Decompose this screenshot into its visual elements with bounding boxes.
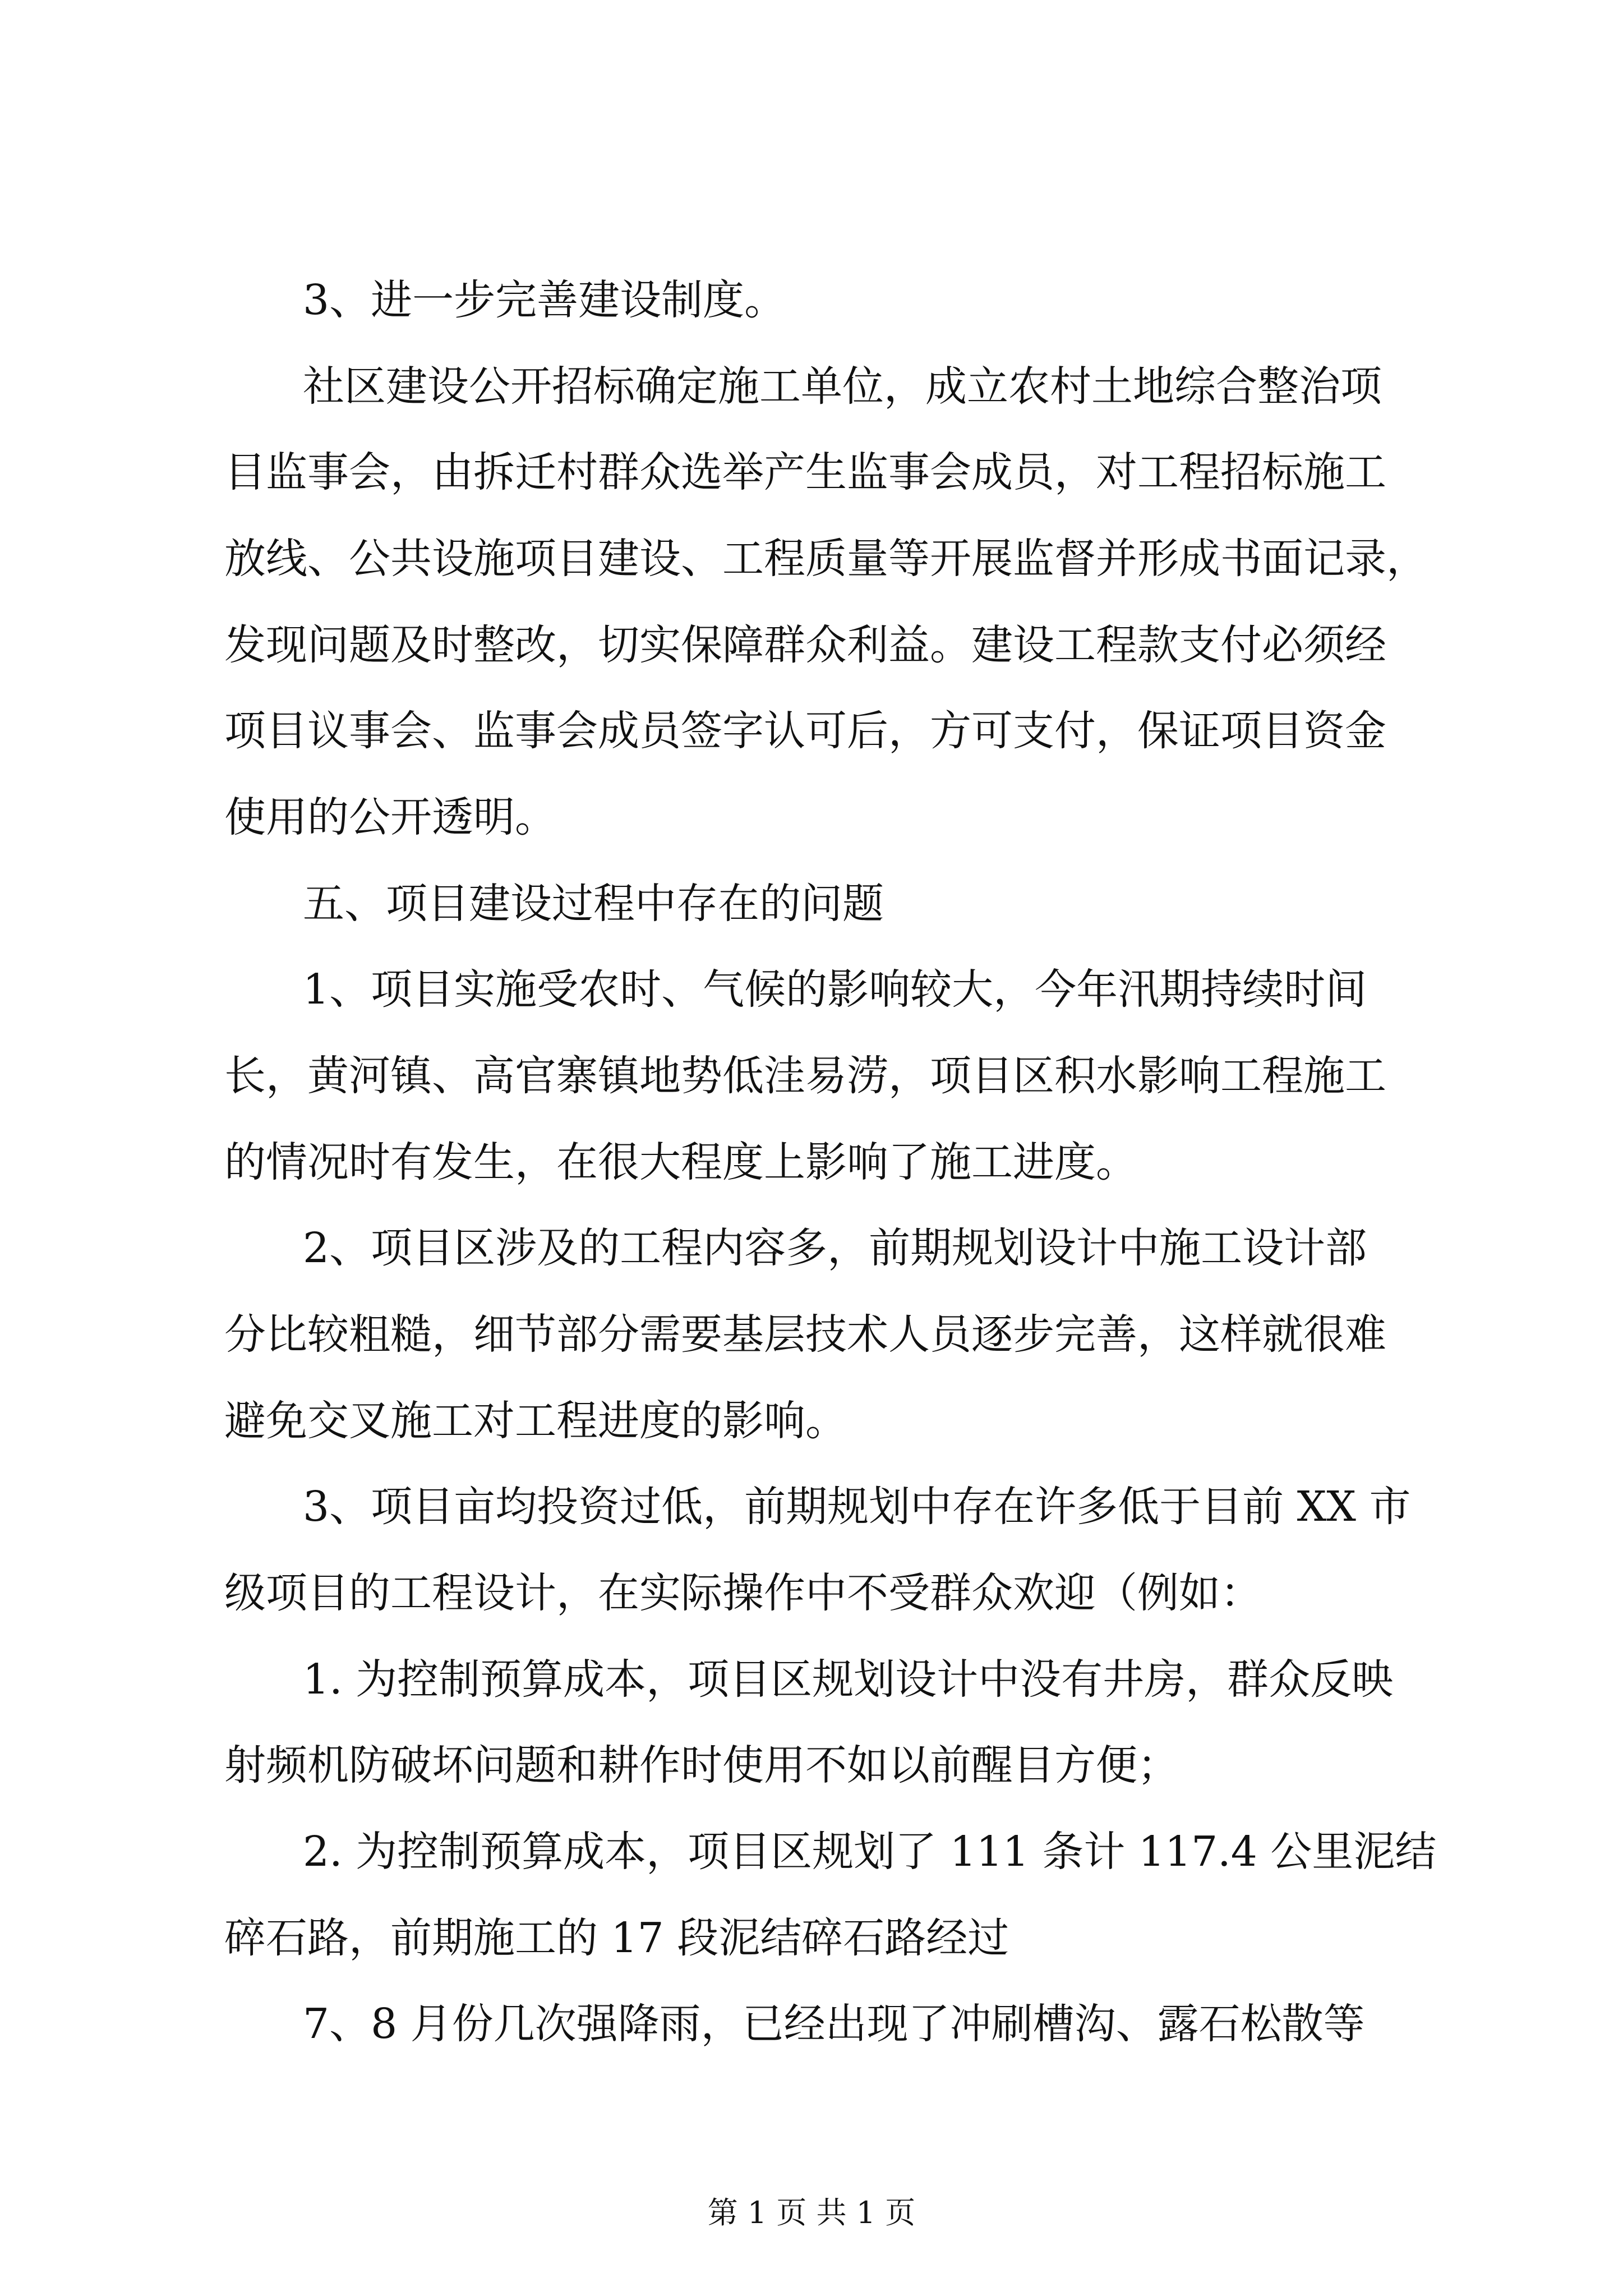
paragraph-line: 7、8 月份几次强降雨，已经出现了冲刷槽沟、露石松散等 [303, 2000, 1365, 2048]
paragraph-line: 1、项目实施受农时、气候的影响较大，今年汛期持续时间 [303, 965, 1367, 1014]
paragraph-line: 1. 为控制预算成本，项目区规划设计中没有井房，群众反映 [303, 1655, 1394, 1704]
paragraph-line: 放线、公共设施项目建设、工程质量等开展监督并形成书面记录， [224, 535, 1428, 583]
paragraph-line: 射频机防破坏问题和耕作时使用不如以前醒目方便； [224, 1741, 1179, 1789]
paragraph-line: 避免交叉施工对工程进度的影响。 [224, 1397, 847, 1445]
paragraph-line: 2、项目区涉及的工程内容多，前期规划设计中施工设计部 [303, 1224, 1367, 1272]
paragraph-line: 碎石路，前期施工的 17 段泥结碎石路经过 [224, 1914, 1009, 1962]
paragraph-line: 使用的公开透明。 [224, 793, 556, 841]
paragraph-line: 长，黄河镇、高官寨镇地势低洼易涝，项目区积水影响工程施工 [224, 1052, 1386, 1100]
paragraph-line: 目监事会，由拆迁村群众选举产生监事会成员，对工程招标施工 [224, 448, 1386, 496]
paragraph-line: 发现问题及时整改，切实保障群众利益。建设工程款支付必须经 [224, 621, 1386, 669]
paragraph-line: 级项目的工程设计，在实际操作中不受群众欢迎（例如： [224, 1569, 1262, 1617]
page-number-footer: 第 1 页 共 1 页 [707, 2195, 916, 2230]
paragraph-line: 项目议事会、监事会成员签字认可后，方可支付，保证项目资金 [224, 707, 1386, 755]
section-heading: 五、项目建设过程中存在的问题 [303, 880, 884, 928]
paragraph-line: 社区建设公开招标确定施工单位，成立农村土地综合整治项 [303, 362, 1382, 411]
paragraph-line: 3、项目亩均投资过低，前期规划中存在许多低于目前 XX 市 [303, 1483, 1411, 1531]
paragraph-line: 的情况时有发生，在很大程度上影响了施工进度。 [224, 1138, 1137, 1186]
section-heading: 3、进一步完善建设制度。 [303, 276, 786, 324]
paragraph-line: 2. 为控制预算成本，项目区规划了 111 条计 117.4 公里泥结 [303, 1828, 1437, 1876]
paragraph-line: 分比较粗糙，细节部分需要基层技术人员逐步完善，这样就很难 [224, 1310, 1386, 1359]
